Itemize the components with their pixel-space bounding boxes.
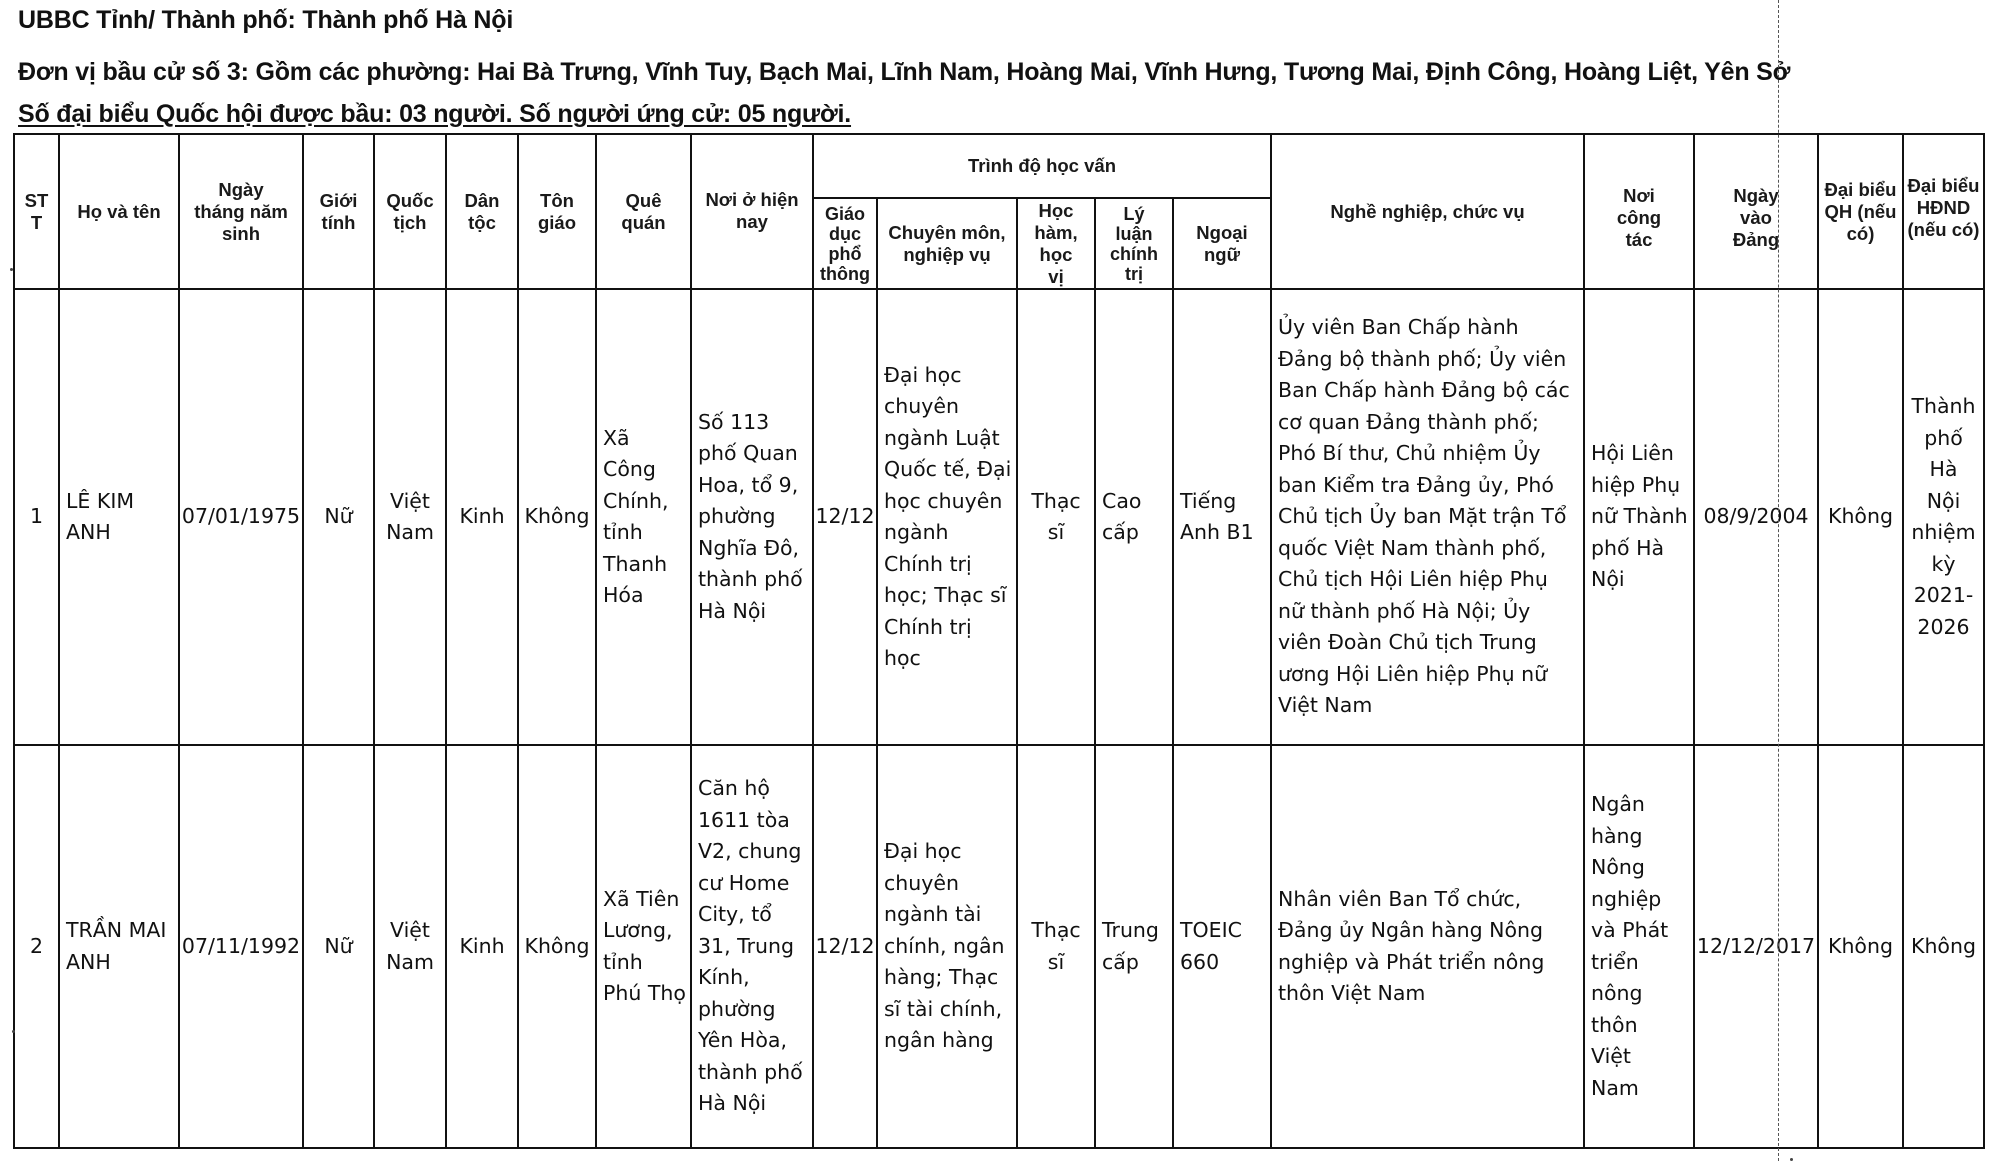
- header-education-group: Trình độ học vấn: [812, 133, 1270, 197]
- row-nationality: Việt Nam: [373, 288, 445, 744]
- header-party-date: Ngày vào Đảng: [1693, 133, 1817, 288]
- row-academic-degree: Thạc sĩ: [1016, 288, 1094, 744]
- header-political-theory: Lý luận chính trị: [1094, 197, 1172, 288]
- row-religion: Không: [517, 744, 595, 1147]
- row-general-education: 12/12: [812, 288, 876, 744]
- row-occupation: Ủy viên Ban Chấp hành Đảng bộ thành phố; Ủy viên Ban Chấp hành Đảng bộ các cơ quan Đảng thành phố; Phó Bí thư, Chủ nhiệm Ủy ban Kiểm tra Đảng ủy, Phó Chủ tịch Ủy ban Mặt trận Tổ quốc Việt Nam thành phố, Chủ tịch Hội Liên hiệp Phụ nữ thành phố Hà Nội; Ủy viên Đoàn Chủ tịch Trung ương Hội Liên hiệp Phụ nữ Việt Nam: [1270, 288, 1583, 744]
- row-gender: Nữ: [302, 744, 373, 1147]
- row-foreign-language: Tiếng Anh B1: [1172, 288, 1270, 744]
- table-bottom-border: [13, 1147, 1985, 1149]
- header-ethnicity: Dân tộc: [445, 133, 517, 288]
- header-name: Họ và tên: [58, 133, 178, 288]
- row-political-theory: Trung cấp: [1094, 744, 1172, 1147]
- row-na-delegate: Không: [1817, 744, 1902, 1147]
- row-gender: Nữ: [302, 288, 373, 744]
- scan-speck: [12, 1030, 15, 1033]
- row-foreign-language: TOEIC 660: [1172, 744, 1270, 1147]
- constituency-description: Đơn vị bầu cử số 3: Gồm các phường: Hai Bà Trưng, Vĩnh Tuy, Bạch Mai, Lĩnh Nam, Hoàng Mai, Vĩnh Hưng, Tương Mai, Định Công, Hoàng Liệt, Yên Sở: [18, 58, 1791, 86]
- row-religion: Không: [517, 288, 595, 744]
- row-name: TRẦN MAI ANH: [58, 744, 178, 1147]
- header-academic-degree: Học hàm, học vị: [1016, 197, 1094, 288]
- row-general-education: 12/12: [812, 744, 876, 1147]
- row-specialty: Đại học chuyên ngành Luật Quốc tế, Đại học chuyên ngành Chính trị học; Thạc sĩ Chính trị học: [876, 288, 1016, 744]
- row-pc-delegate: Không: [1902, 744, 1983, 1147]
- header-occupation: Nghề nghiệp, chức vụ: [1270, 133, 1583, 288]
- header-foreign-language: Ngoại ngữ: [1172, 197, 1270, 288]
- header-nationality: Quốc tịch: [373, 133, 445, 288]
- row-party-date: 12/12/2017: [1693, 744, 1817, 1147]
- row-name: LÊ KIM ANH: [58, 288, 178, 744]
- row-pc-delegate: Thành phố Hà Nội nhiệm kỳ 2021-2026: [1902, 288, 1983, 744]
- header-hometown: Quê quán: [595, 133, 690, 288]
- row-hometown: Xã Tiên Lương, tỉnh Phú Thọ: [595, 744, 690, 1147]
- header-gender: Giới tính: [302, 133, 373, 288]
- row-stt: 1: [13, 288, 58, 744]
- header-religion: Tôn giáo: [517, 133, 595, 288]
- row-hometown: Xã Công Chính, tỉnh Thanh Hóa: [595, 288, 690, 744]
- header-general-education: Giáo dục phổ thông: [812, 197, 876, 288]
- scan-fold-line: [1778, 0, 1779, 1161]
- header-dob: Ngày tháng năm sinh: [178, 133, 302, 288]
- scan-speck: [10, 268, 13, 271]
- row-academic-degree: Thạc sĩ: [1016, 744, 1094, 1147]
- row-party-date: 08/9/2004: [1693, 288, 1817, 744]
- row-specialty: Đại học chuyên ngành tài chính, ngân hàng; Thạc sĩ tài chính, ngân hàng: [876, 744, 1016, 1147]
- row-nationality: Việt Nam: [373, 744, 445, 1147]
- row-workplace: Ngân hàng Nông nghiệp và Phát triển nông thôn Việt Nam: [1583, 744, 1693, 1147]
- header-na-delegate: Đại biểu QH (nếu có): [1817, 133, 1902, 288]
- header-specialty: Chuyên môn, nghiệp vụ: [876, 197, 1016, 288]
- row-political-theory: Cao cấp: [1094, 288, 1172, 744]
- table-right-border: [1983, 133, 1985, 1149]
- row-residence: Căn hộ 1611 tòa V2, chung cư Home City, tổ 31, Trung Kính, phường Yên Hòa, thành phố Hà Nội: [690, 744, 812, 1147]
- row-ethnicity: Kinh: [445, 744, 517, 1147]
- row-residence: Số 113 phố Quan Hoa, tổ 9, phường Nghĩa Đô, thành phố Hà Nội: [690, 288, 812, 744]
- header-residence: Nơi ở hiện nay: [690, 133, 812, 288]
- seat-candidate-count: Số đại biểu Quốc hội được bầu: 03 người. Số người ứng cử: 05 người.: [18, 100, 852, 128]
- row-dob: 07/01/1975: [178, 288, 302, 744]
- election-committee-title: UBBC Tỉnh/ Thành phố: Thành phố Hà Nội: [18, 6, 514, 34]
- row-stt: 2: [13, 744, 58, 1147]
- header-pc-delegate: Đại biểu HĐND (nếu có): [1902, 133, 1983, 288]
- row-dob: 07/11/1992: [178, 744, 302, 1147]
- row-occupation: Nhân viên Ban Tổ chức, Đảng ủy Ngân hàng Nông nghiệp và Phát triển nông thôn Việt Nam: [1270, 744, 1583, 1147]
- header-workplace: Nơi công tác: [1583, 133, 1693, 288]
- row-workplace: Hội Liên hiệp Phụ nữ Thành phố Hà Nội: [1583, 288, 1693, 744]
- row-na-delegate: Không: [1817, 288, 1902, 744]
- row-ethnicity: Kinh: [445, 288, 517, 744]
- header-stt: ST T: [13, 133, 58, 288]
